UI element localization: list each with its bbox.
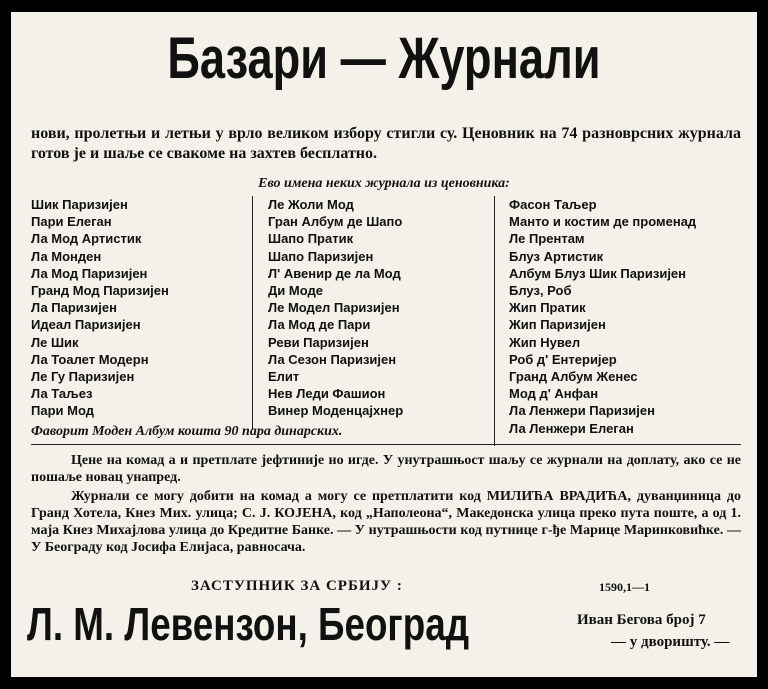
journal-name: Фасон Таљер <box>509 197 597 212</box>
journal-name: Пари Мод <box>31 403 94 419</box>
journal-list-column-1 <box>31 196 169 420</box>
ad-title: Базари — Журнали <box>167 26 601 91</box>
journal-name: Ла Паризијен <box>31 300 117 316</box>
journal-name: Ле Прентам <box>509 231 585 247</box>
journal-name: Реви Паризијен <box>268 334 369 350</box>
journal-name: Ла Ленжери Елеган <box>509 420 634 436</box>
journal-name: Мод д' Анфан <box>509 386 599 402</box>
journal-name: Ла Мод Артистик <box>31 231 142 247</box>
journal-name: Манто и костим де променад <box>509 214 697 230</box>
favorit-note: Фаворит Моден Албум кошта 90 пара динарских. <box>31 424 343 439</box>
journal-name: Ле Гу Паризијен <box>31 369 135 385</box>
catalog-heading: Ево имена неких журнала из ценовника: <box>258 176 510 191</box>
section-divider <box>31 444 741 445</box>
intro-text: нови, пролетњи и летњи у врло великом избору стигли су. Ценовник на 74 разноврсних журнала готов је и шаље се свакоме на захтев бесплатно. <box>31 125 741 162</box>
pricing-paragraph: Цене на комад а и претплате јефтиније но игде. У унутрашњост шаљу се журнали на доплату, ако се не пошаље новац унапред. <box>31 453 741 485</box>
firm-name: Л. М. Левензон, Београд <box>27 598 470 650</box>
journal-name: Шик Паризијен <box>31 197 128 212</box>
journal-name: Идеал Паризијен <box>31 317 141 333</box>
sellers-paragraph: Журнали се могу добити на комад а могу се претплатити код МИЛИЋА ВРАДИЋА, дуванџиница до Гранд Хотела, Кнез Мих. улица; С. Ј. КОЈЕНА, код „Наполеона“, Македонска улица преко пута поште, а од 1. маја Кнез Михајлова улица до Кредитне Банке. — У нутрашњости код путнице г-ђе Марице Маринковићке. — У Београду код Јосифа Елијаса, равносача. <box>31 489 741 555</box>
journal-name: Л' Авенир де ла Мод <box>268 265 401 281</box>
journal-name: Гран Албум де Шапо <box>268 214 403 230</box>
ad-code: 1590,1—1 <box>599 580 650 594</box>
journal-name: Шапо Паризијен <box>268 248 374 264</box>
journal-name: Шапо Пратик <box>268 231 354 247</box>
journal-name: Ди Моде <box>268 283 323 299</box>
agent-label: ЗАСТУПНИК ЗА СРБИЈУ : <box>191 578 403 594</box>
journal-name: Албум Блуз Шик Паризијен <box>509 265 687 281</box>
journal-name: Винер Моденцајхнер <box>268 403 404 419</box>
journal-list-column-3 <box>509 196 696 437</box>
journal-list-column-2 <box>268 196 403 420</box>
journal-name: Елит <box>268 369 300 385</box>
journal-name: Блуз Артистик <box>509 248 604 264</box>
journal-name: Пари Елеган <box>31 214 112 230</box>
journal-name: Ле Модел Паризијен <box>268 300 400 316</box>
newspaper-ad <box>11 12 757 677</box>
journal-name: Ла Мод Паризијен <box>31 265 148 281</box>
journal-name: Жип Нувел <box>509 334 581 350</box>
column-divider <box>494 196 495 446</box>
journal-name: Нев Леди Фашион <box>268 386 386 402</box>
journal-name: Роб д' Ентеријер <box>509 351 617 367</box>
journal-name: Ла Сезон Паризијен <box>268 351 397 367</box>
journal-name: Жип Пратик <box>509 300 586 316</box>
journal-name: Ла Тоалет Модерн <box>31 351 149 367</box>
journal-name: Ла Таљез <box>31 386 93 402</box>
journal-name: Блуз, Роб <box>509 283 572 299</box>
address-line-2: — у дворишту. — <box>611 634 730 650</box>
journal-name: Ла Монден <box>31 248 102 264</box>
journal-name: Ла Ленжери Паризијен <box>509 403 655 419</box>
journal-name: Ла Мод де Пари <box>268 317 371 333</box>
journal-name: Ле Жоли Мод <box>268 197 354 212</box>
column-divider <box>252 196 253 430</box>
journal-name: Гранд Албум Женес <box>509 369 638 385</box>
address-line-1: Иван Бегова број 7 <box>577 612 706 628</box>
journal-name: Ле Шик <box>31 334 79 350</box>
journal-name: Гранд Мод Паризијен <box>31 283 169 299</box>
journal-name: Жип Паризијен <box>509 317 606 333</box>
